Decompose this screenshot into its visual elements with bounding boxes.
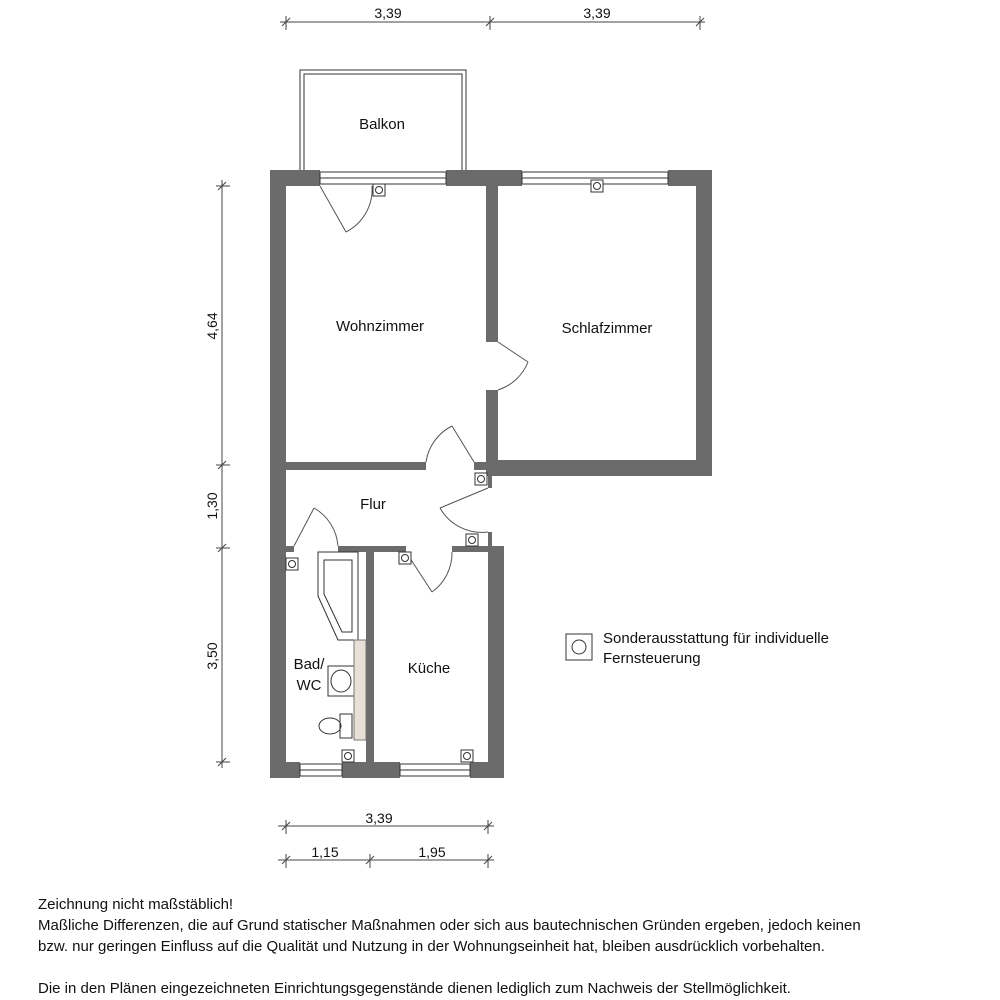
room-label-flur: Flur [360,496,386,513]
dimension-left [204,180,230,768]
dimension-top [280,5,705,30]
legend [566,630,829,667]
legend-text-line2: Fernsteuerung [603,650,701,667]
remote-control-marker-circle [345,753,352,760]
note-dimensional-differences-2: bzw. nur geringen Einfluss auf die Qualität und Nutzung in der Wohnungseinheit hat, bleiben ausdrücklich vorbehalten. [38,938,825,955]
note-not-to-scale: Zeichnung nicht maßstäblich! [38,896,234,913]
walls [270,170,712,778]
note-furniture: Die in den Plänen eingezeichneten Einrichtungsgegenstände dienen lediglich zum Nachweis der Stellmöglichkeit. [38,980,791,997]
remote-control-marker-circle [594,183,601,190]
dim-left-middle: 1,30 [204,492,220,520]
remote-control-marker-circle [464,753,471,760]
disclaimer-notes [38,894,978,999]
installation-shaft [354,640,366,740]
remote-control-marker-circle [289,561,296,568]
room-label-kueche: Küche [407,660,451,677]
dim-bottom-right: 1,95 [418,844,446,860]
room-label-balkon: Balkon [359,116,405,133]
room-label-wc: WC [296,677,322,694]
dim-left-lower: 3,50 [204,642,220,670]
dimension-bottom [278,810,494,868]
note-dimensional-differences-1: Maßliche Differenzen, die auf Grund statischer Maßnahmen oder sich aus bautechnischen Gründen ergeben, jedoch keinen [38,917,861,934]
remote-control-marker-circle [469,537,476,544]
bathroom-fixtures [318,552,366,740]
remote-control-marker-circle [376,187,383,194]
legend-text-line1: Sonderausstattung für individuelle [603,630,829,647]
room-label-schlafzimmer: Schlafzimmer [561,320,653,337]
dim-left-upper: 4,64 [204,312,220,340]
dim-bottom-left: 1,15 [311,844,339,860]
balcony [300,70,466,172]
room-label-bad: Bad/ [293,656,325,673]
dim-bottom-total: 3,39 [365,810,393,826]
room-label-wohnzimmer: Wohnzimmer [335,318,425,335]
remote-control-marker-circle [478,476,485,483]
dim-top-left: 3,39 [374,5,402,21]
dim-top-right: 3,39 [583,5,611,21]
remote-control-marker-circle [402,555,409,562]
